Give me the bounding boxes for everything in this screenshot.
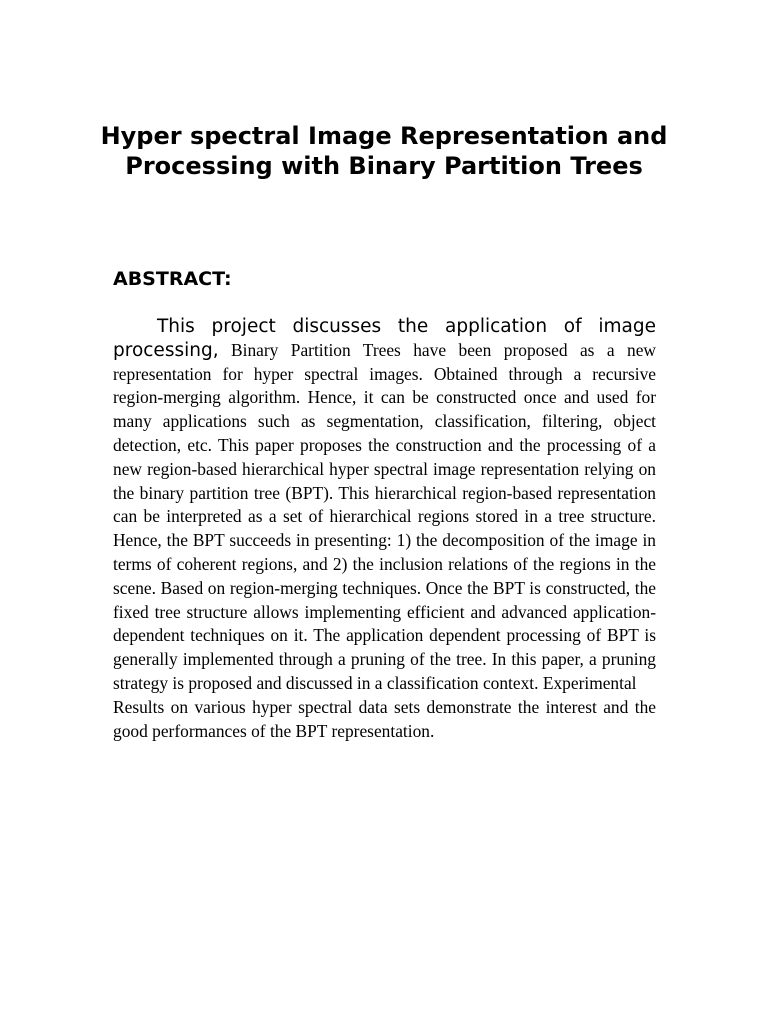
abstract-paragraph: [113, 315, 656, 696]
abstract-body: [113, 315, 656, 743]
document-title: Hyper spectral Image Representation and Processing with Binary Partition Trees: [100, 122, 668, 180]
abstract-text: Binary Partition Trees have been proposed as a new representation for hyper spectral images. Obtained through a recursive region-merging algorithm. Hence, it can be constructed once and used for many applications such as segmentation, classification, filtering, object detection, etc. This paper proposes the construction and the processing of a new region-based hierarchical hyper spectral image representation relying on the binary partition tree (BPT). This hierarchical region-based representation can be interpreted as a set of hierarchical regions stored in a tree structure. Hence, the BPT succeeds in presenting: 1) the decomposition of the image in terms of coherent regions, and 2) the inclusion relations of the regions in the scene. Based on region-merging techniques. Once the BPT is constructed, the fixed tree structure allows implementing efficient and advanced application-dependent techniques on it. The application dependent processing of BPT is generally implemented through a pruning of the tree. In this paper, a pruning strategy is proposed and discussed in a classification context. Experimental: [113, 339, 656, 693]
abstract-lead-text: This project discusses the application of image processing,: [113, 316, 656, 361]
abstract-results-paragraph: Results on various hyper spectral data sets demonstrate the interest and the good performances of the BPT representation.: [113, 696, 656, 741]
abstract-heading: ABSTRACT:: [113, 268, 232, 290]
